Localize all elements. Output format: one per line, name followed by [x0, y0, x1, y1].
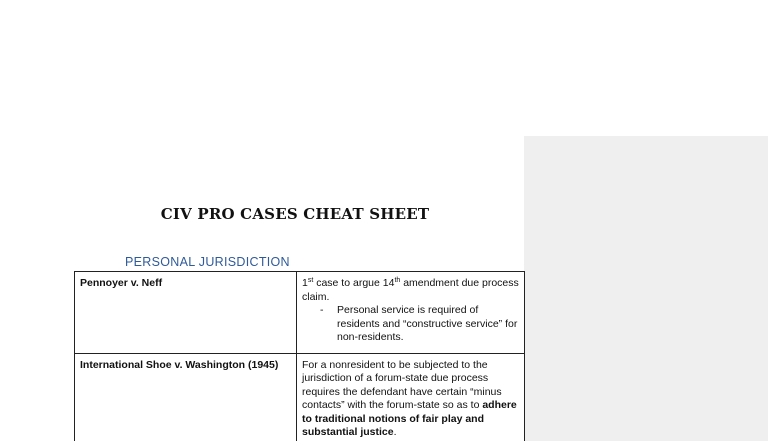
comment-pane — [524, 136, 768, 441]
note-text-middle: case to argue 14 — [313, 277, 395, 289]
note-ordinal-suffix: th — [394, 277, 401, 284]
case-notes-cell — [297, 353, 525, 441]
case-note-text: For a nonresident to be subjected to the jurisdiction of a forum-state due process requires the defendant have certain “minus contacts” with the forum-state so as to — [302, 358, 502, 411]
cases-table — [74, 271, 525, 441]
case-note-end: . — [393, 426, 397, 438]
case-note-text — [302, 277, 519, 304]
note-ordinal-suffix: st — [307, 277, 314, 284]
note-text-end: amendment due process claim. — [302, 277, 519, 303]
note-number: 1 — [302, 277, 308, 289]
table-row — [75, 353, 525, 441]
case-name-cell: Pennoyer v. Neff — [75, 272, 297, 354]
table-row — [75, 272, 525, 354]
section-heading-personal-jurisdiction: PERSONAL JURISDICTION — [125, 255, 290, 269]
bullet-dash: - — [320, 304, 324, 316]
document-title: CIV PRO CASES CHEAT SHEET — [160, 205, 430, 223]
bullet-text: Personal service is required of residents and “constructive service” for non-residents. — [337, 304, 518, 343]
case-name-cell: International Shoe v. Washington (1945) — [75, 353, 297, 441]
case-notes-cell — [297, 272, 525, 354]
case-note-bold-phrase: adhere to traditional notions of fair play and substantial justice — [302, 399, 517, 438]
note-bullet — [302, 304, 519, 345]
